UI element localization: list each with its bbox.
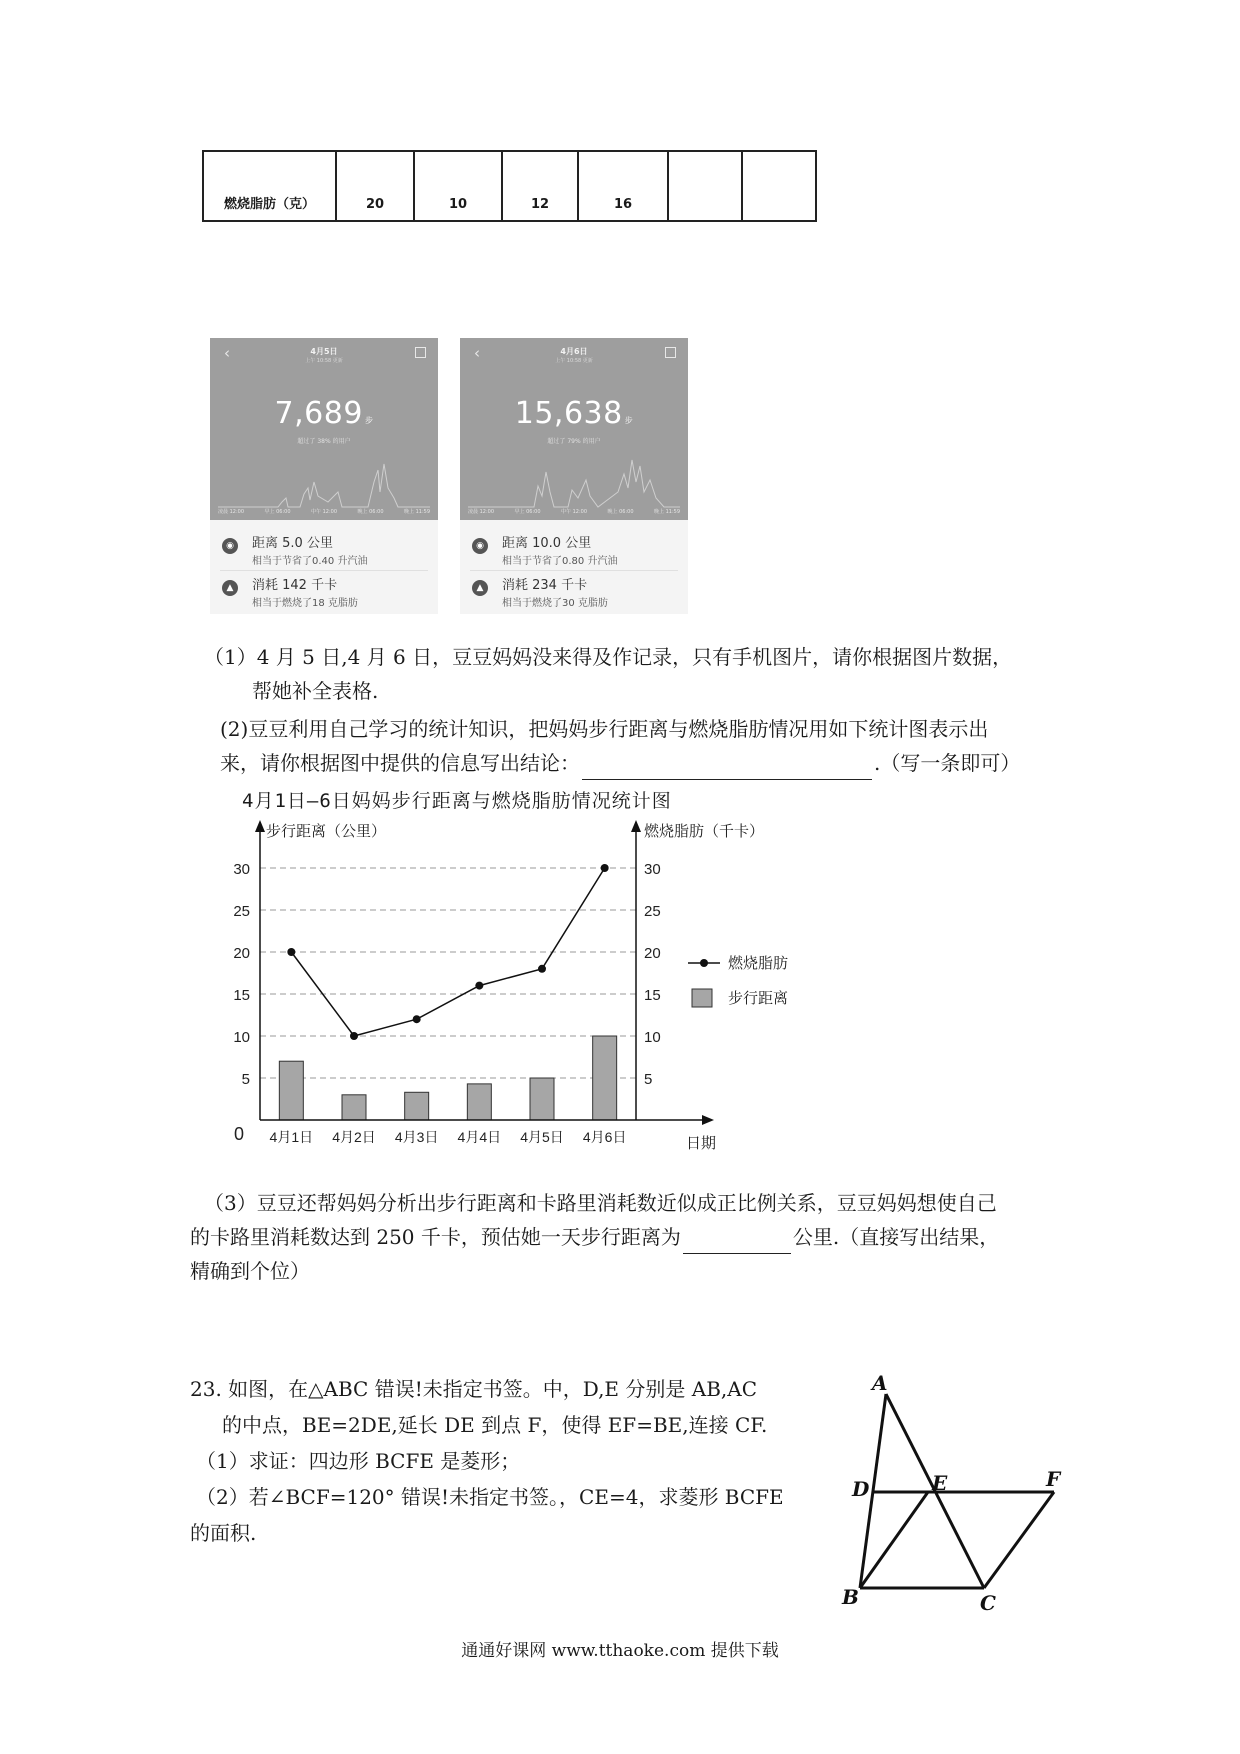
activity-sparkline <box>468 452 680 508</box>
phone-screenshot-april5 <box>210 338 438 614</box>
bar <box>405 1092 429 1120</box>
y-axis-label-left: 步行距离（公里） <box>266 823 387 840</box>
location-icon: ◉ <box>472 538 488 554</box>
x-tick-label: 4月6日 <box>582 1129 627 1145</box>
bar <box>467 1084 491 1120</box>
bar <box>593 1036 617 1120</box>
distance-row <box>210 532 438 572</box>
phone-date: 4月6日 <box>560 347 588 356</box>
question-23-line: （2）若∠BCF=120° 错误!未指定书签。，CE=4，求菱形 BCFE <box>196 1485 784 1509</box>
x-tick-label: 4月5日 <box>520 1129 564 1145</box>
distance-bars <box>279 1036 616 1120</box>
arrow-icon <box>255 820 265 832</box>
question-23-line: （1）求证：四边形 BCFE 是菱形； <box>196 1449 521 1473</box>
question-23-line: 的面积. <box>190 1521 257 1545</box>
y-tick-label-left: 25 <box>233 903 250 920</box>
divider <box>220 570 428 571</box>
y-tick-label-left: 10 <box>233 1029 250 1046</box>
data-table <box>202 150 817 222</box>
divider <box>470 570 678 571</box>
arrow-icon <box>702 1115 714 1125</box>
line-point <box>413 1015 421 1023</box>
activity-sparkline <box>218 452 430 508</box>
table-cell: 12 <box>502 151 578 221</box>
table-cell <box>668 151 742 221</box>
chart-title: 4月1日—6日妈妈步行距离与燃烧脂肪情况统计图 <box>242 790 672 812</box>
exceed-text: 超过了 38% 的用户 <box>297 438 351 445</box>
energy-value: 消耗 234 千卡 <box>502 578 588 593</box>
question-2-line: (2)豆豆利用自己学习的统计知识，把妈妈步行距离与燃烧脂肪情况用如下统计图表示出 <box>220 717 989 741</box>
energy-value: 消耗 142 千卡 <box>252 578 338 593</box>
line-point <box>350 1032 358 1040</box>
line-path <box>291 868 604 1036</box>
distance-value: 距离 10.0 公里 <box>502 536 592 551</box>
chart-grid <box>260 868 636 1078</box>
exceed-text: 超过了 79% 的用户 <box>547 438 601 445</box>
point-label-f: F <box>1046 1467 1061 1491</box>
question-23-line: 23. 如图，在△ABC 错误!未指定书签。中，D,E 分别是 AB,AC <box>190 1377 757 1401</box>
distance-note: 相当于节省了0.80 升汽油 <box>502 556 618 567</box>
footer-credit: 通通好课网 www.tthaoke.com 提供下载 <box>461 1641 779 1661</box>
bar <box>279 1061 303 1120</box>
point-label-d: D <box>852 1477 870 1501</box>
rhombus-figure <box>836 1372 1066 1622</box>
point-label-b: B <box>842 1585 859 1609</box>
legend-label-bar: 步行距离 <box>728 990 789 1007</box>
time-axis: 凌晨 12:00 早上 06:00 中午 12:00 晚上 06:00 晚上 11:59 <box>218 509 430 515</box>
question-1-line: （1）4 月 5 日,4 月 6 日，豆豆妈妈没来得及作记录，只有手机图片，请你根据图片数据， <box>204 645 1013 669</box>
legend-bar-icon <box>692 989 712 1007</box>
x-tick-label: 4月1日 <box>269 1129 314 1145</box>
phone-header <box>460 338 688 520</box>
energy-note: 相当于燃烧了18 克脂肪 <box>252 598 358 609</box>
bar <box>530 1078 554 1120</box>
location-icon: ◉ <box>222 538 238 554</box>
y-axis-label-right: 燃烧脂肪（千卡） <box>644 823 765 840</box>
distance-note: 相当于节省了0.40 升汽油 <box>252 556 368 567</box>
flame-icon: ▲ <box>472 580 488 596</box>
answer-blank[interactable] <box>683 1229 791 1254</box>
table-cell <box>742 151 816 221</box>
table-cell: 20 <box>336 151 414 221</box>
x-axis-label: 日期 <box>686 1135 717 1152</box>
chart-axes <box>255 820 714 1125</box>
point-label-a: A <box>872 1372 888 1395</box>
time-axis: 凌晨 12:00 早上 06:00 中午 12:00 晚上 06:00 晚上 11:59 <box>468 509 680 515</box>
point-label-c: C <box>980 1591 996 1615</box>
flame-icon: ▲ <box>222 580 238 596</box>
y-tick-label-right: 5 <box>644 1071 653 1088</box>
phone-date: 4月5日 <box>310 347 338 356</box>
table-cell: 16 <box>578 151 668 221</box>
phone-update-time: 上午 10:58 更新 <box>305 358 343 364</box>
answer-blank[interactable] <box>582 755 872 780</box>
phone-screenshot-april6 <box>460 338 688 614</box>
phone-header <box>210 338 438 520</box>
table-row <box>203 151 816 221</box>
x-tick-label: 4月3日 <box>394 1129 439 1145</box>
distance-value: 距离 5.0 公里 <box>252 536 333 551</box>
y-tick-label-left: 20 <box>233 945 250 962</box>
table-row-label: 燃烧脂肪（克） <box>203 151 336 221</box>
question-3-line: 的卡路里消耗数达到 250 千卡，预估她一天步行距离为 公里.（直接写出结果， <box>190 1220 999 1254</box>
y-tick-label-right: 20 <box>644 945 661 962</box>
table-cell: 10 <box>414 151 502 221</box>
step-count: 7,689 步 <box>274 396 374 431</box>
legend-point-icon <box>700 959 708 967</box>
line-point <box>601 864 609 872</box>
question-23-line: 的中点，BE=2DE,延长 DE 到点 F，使得 EF=BE,连接 CF. <box>222 1413 768 1437</box>
arrow-icon <box>631 820 641 832</box>
y-tick-label-left: 30 <box>233 861 250 878</box>
line-point <box>475 982 483 990</box>
energy-row <box>210 574 438 614</box>
line-point <box>538 965 546 973</box>
question-2-line: 来，请你根据图中提供的信息写出结论： .（写一条即可） <box>220 746 1020 780</box>
y-tick-label-right: 10 <box>644 1029 661 1046</box>
chevron-left-icon: ‹ <box>224 344 230 362</box>
energy-row <box>460 574 688 614</box>
energy-note: 相当于燃烧了30 克脂肪 <box>502 598 608 609</box>
line-point <box>287 948 295 956</box>
distance-row <box>460 532 688 572</box>
step-count: 15,638 步 <box>514 396 634 431</box>
origin-label: 0 <box>233 1124 244 1144</box>
question-1-line: 帮她补全表格. <box>252 679 379 703</box>
phone-update-time: 上午 10:58 更新 <box>555 358 593 364</box>
x-tick-label: 4月4日 <box>457 1129 502 1145</box>
y-tick-label-right: 15 <box>644 987 661 1004</box>
chart-labels <box>233 822 788 1152</box>
x-tick-label: 4月2日 <box>332 1129 376 1145</box>
chevron-left-icon: ‹ <box>474 344 480 362</box>
bar <box>342 1095 366 1120</box>
question-3-line: 精确到个位） <box>190 1259 310 1283</box>
y-tick-label-right: 25 <box>644 903 661 920</box>
question-3-line: （3）豆豆还帮妈妈分析出步行距离和卡路里消耗数近似成正比例关系，豆豆妈妈想使自己 <box>204 1191 997 1215</box>
y-tick-label-left: 5 <box>241 1071 250 1088</box>
legend-label-line: 燃烧脂肪 <box>728 955 789 972</box>
fat-line <box>287 864 608 1040</box>
point-label-e: E <box>932 1471 948 1495</box>
y-tick-label-left: 15 <box>233 987 250 1004</box>
y-tick-label-right: 30 <box>644 861 661 878</box>
